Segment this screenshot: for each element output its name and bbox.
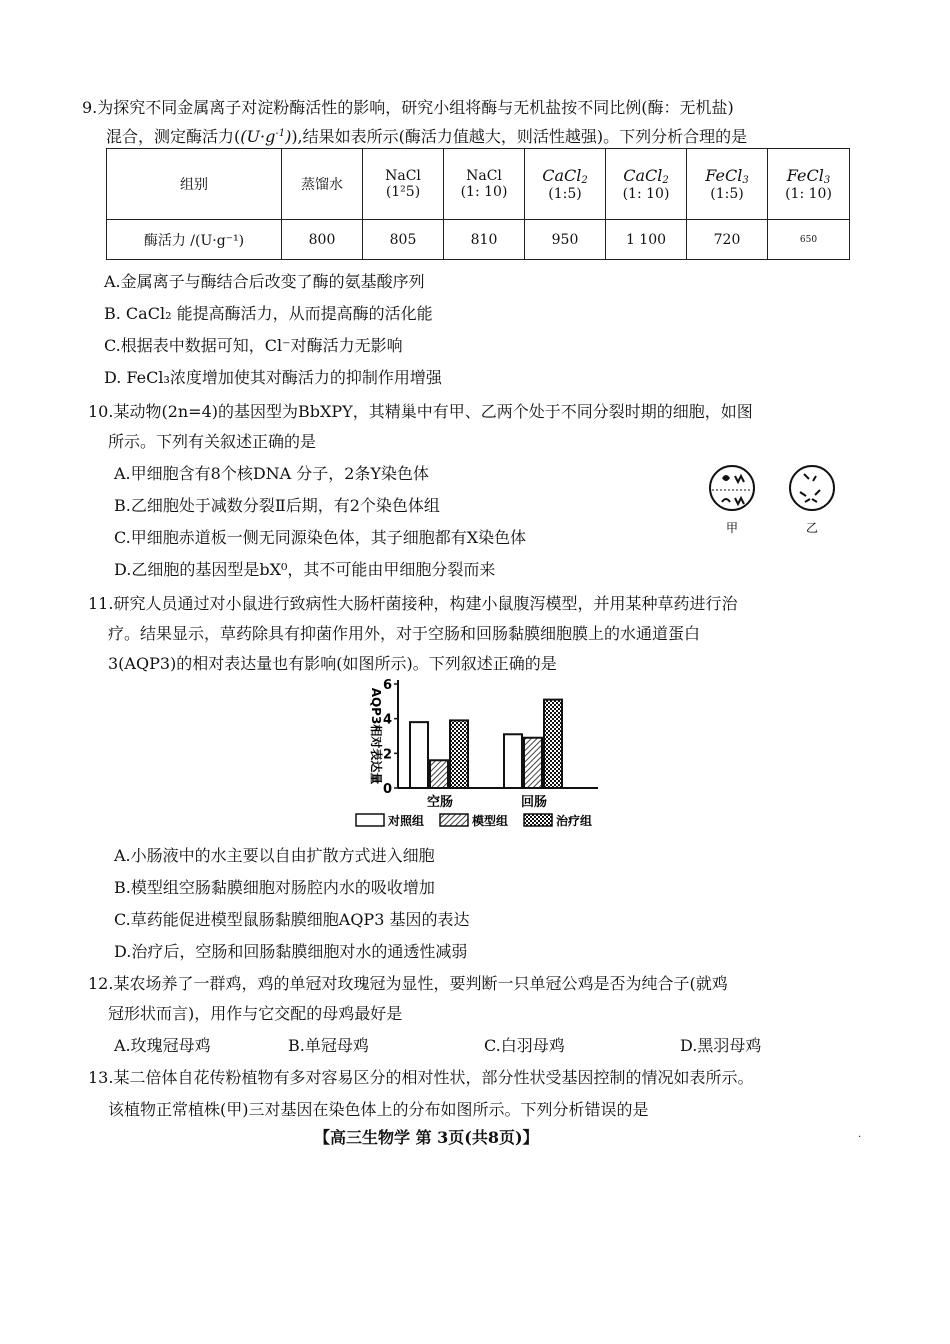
category-label: 空肠 — [426, 795, 454, 810]
table-cell: 800 — [282, 220, 363, 260]
q11-option-c: C.草药能促进模型鼠肠黏膜细胞AQP3 基因的表达 — [114, 910, 470, 929]
q12-stem-line1: 12.某农场养了一群鸡，鸡的单冠对玫瑰冠为显性，要判断一只单冠公鸡是否为纯合子(就鸡 — [88, 974, 728, 993]
col-fecl3-1-10: FeCl$_3$ (1: 10) — [768, 149, 850, 220]
q13-stem-line2: 该植物正常植株(甲)三对基因在染色体上的分布如图所示。下列分析错误的是 — [108, 1100, 649, 1119]
y-tick-label: 0 — [382, 782, 392, 797]
table-cell: 720 — [687, 220, 768, 260]
q11-stem-line3: 3(AQP3)的相对表达量也有影响(如图所示)。下列叙述正确的是 — [108, 654, 557, 673]
q10-option-b: B.乙细胞处于减数分裂Ⅱ后期，有2个染色体组 — [114, 496, 440, 515]
bar-治疗组-空肠 — [450, 720, 468, 788]
q11-option-b: B.模型组空肠黏膜细胞对肠腔内水的吸收增加 — [114, 878, 435, 897]
bar-模型组-空肠 — [430, 760, 448, 788]
legend-swatch-对照组 — [356, 814, 384, 826]
q9-stem-line2 — [106, 124, 747, 147]
bar-对照组-回肠 — [504, 734, 522, 788]
category-label: 回肠 — [520, 795, 548, 810]
q12-stem-line2: 冠形状而言)，用作与它交配的母鸡最好是 — [108, 1004, 403, 1023]
q10-option-c: C.甲细胞赤道板一侧无同源染色体，其子细胞都有X染色体 — [114, 528, 527, 547]
footer-dot: · — [858, 1132, 862, 1143]
legend-label: 模型组 — [472, 814, 509, 828]
q12-option-a: A.玫瑰冠母鸡 — [114, 1036, 211, 1055]
table-cell: 1 100 — [606, 220, 687, 260]
cell-jia — [710, 466, 754, 535]
legend-label: 对照组 — [388, 814, 425, 828]
col-distilled-water: 蒸馏水 — [282, 149, 363, 220]
q9-stem-line1: 9.为探究不同金属离子对淀粉酶活性的影响，研究小组将酶与无机盐按不同比例(酶：无机盐) — [82, 98, 734, 117]
q9-stem-part-a: 混合，测定酶活力( — [106, 127, 241, 146]
q9-stem-part-b: ),结果如表所示(酶活力值越大，则活性越强)。下列分析合理的是 — [291, 127, 748, 146]
q11-stem-line2: 疗。结果显示，草药除具有抑菌作用外，对于空肠和回肠黏膜细胞膜上的水通道蛋白 — [108, 624, 701, 643]
bar-对照组-空肠 — [410, 722, 428, 788]
table-row-label: 酶活力 /(U·g⁻¹) — [107, 220, 282, 260]
q11-option-a: A.小肠液中的水主要以自由扩散方式进入细胞 — [114, 846, 435, 865]
col-nacl-1-5: NaCl (1²5) — [363, 149, 444, 220]
q10-option-a: A.甲细胞含有8个核DNA 分子，2条Y染色体 — [114, 464, 430, 483]
table-cell: 950 — [525, 220, 606, 260]
chart-bars — [410, 700, 562, 788]
col-fecl3-1-5: FeCl$_3$ (1:5) — [687, 149, 768, 220]
q11-option-d: D.治疗后，空肠和回肠黏膜细胞对水的通透性减弱 — [114, 942, 468, 961]
q9-option-b: B. CaCl₂ 能提高酶活力，从而提高酶的活化能 — [104, 304, 433, 323]
q9-option-c: C.根据表中数据可知，Cl⁻对酶活力无影响 — [104, 336, 403, 355]
bar-模型组-回肠 — [524, 738, 542, 788]
chart-legend — [356, 813, 592, 828]
q12-option-c: C.白羽母鸡 — [484, 1036, 565, 1055]
y-axis-label: AQP3相对表达量 — [369, 687, 383, 785]
q12-option-d: D.黑羽母鸡 — [680, 1036, 762, 1055]
table-cell: 810 — [444, 220, 525, 260]
enzyme-activity-table — [106, 148, 850, 260]
legend-label: 治疗组 — [556, 814, 593, 828]
col-nacl-1-10: NaCl (1: 10) — [444, 149, 525, 220]
page-footer: 【高三生物学 第 3页(共8页)】 — [314, 1128, 539, 1147]
q12-option-b: B.单冠母鸡 — [288, 1036, 369, 1055]
bar-治疗组-回肠 — [544, 700, 562, 788]
cell-yi — [790, 466, 834, 535]
col-cacl2-1-10: CaCl$_2$ (1: 10) — [606, 149, 687, 220]
cell-label-yi: 乙 — [805, 521, 819, 535]
table-header-label: 组别 — [107, 149, 282, 220]
table-cell: 650 — [768, 220, 850, 260]
q10-stem-line2: 所示。下列有关叙述正确的是 — [108, 432, 317, 451]
q13-stem-line1: 13.某二倍体自花传粉植物有多对容易区分的相对性状，部分性状受基因控制的情况如表所示。 — [88, 1068, 754, 1087]
q11-stem-line1: 11.研究人员通过对小鼠进行致病性大肠杆菌接种，构建小鼠腹泻模型，并用某种草药进行治 — [88, 594, 738, 613]
legend-swatch-治疗组 — [524, 814, 552, 826]
q10-stem-line1: 10.某动物(2n=4)的基因型为BbXPY，其精巢中有甲、乙两个处于不同分裂时期的细胞，如图 — [88, 402, 753, 421]
col-cacl2-1-5: CaCl$_2$ (1:5) — [525, 149, 606, 220]
y-tick-label: 4 — [382, 712, 392, 728]
q9-unit: $(U\cdot g^{-1})$ — [240, 127, 292, 146]
q10-option-d: D.乙细胞的基因型是bX⁰，其不可能由甲细胞分裂而来 — [114, 560, 496, 579]
table-cell: 805 — [363, 220, 444, 260]
cell-division-figure — [704, 460, 854, 540]
y-tick-label: 2 — [382, 747, 392, 763]
q9-option-d: D. FeCl₃浓度增加使其对酶活力的抑制作用增强 — [104, 368, 442, 387]
y-tick-label: 6 — [382, 678, 392, 693]
legend-swatch-模型组 — [440, 814, 468, 826]
aqp3-bar-chart — [350, 676, 610, 836]
cell-label-jia: 甲 — [725, 521, 739, 535]
q9-option-a: A.金属离子与酶结合后改变了酶的氨基酸序列 — [104, 272, 425, 291]
